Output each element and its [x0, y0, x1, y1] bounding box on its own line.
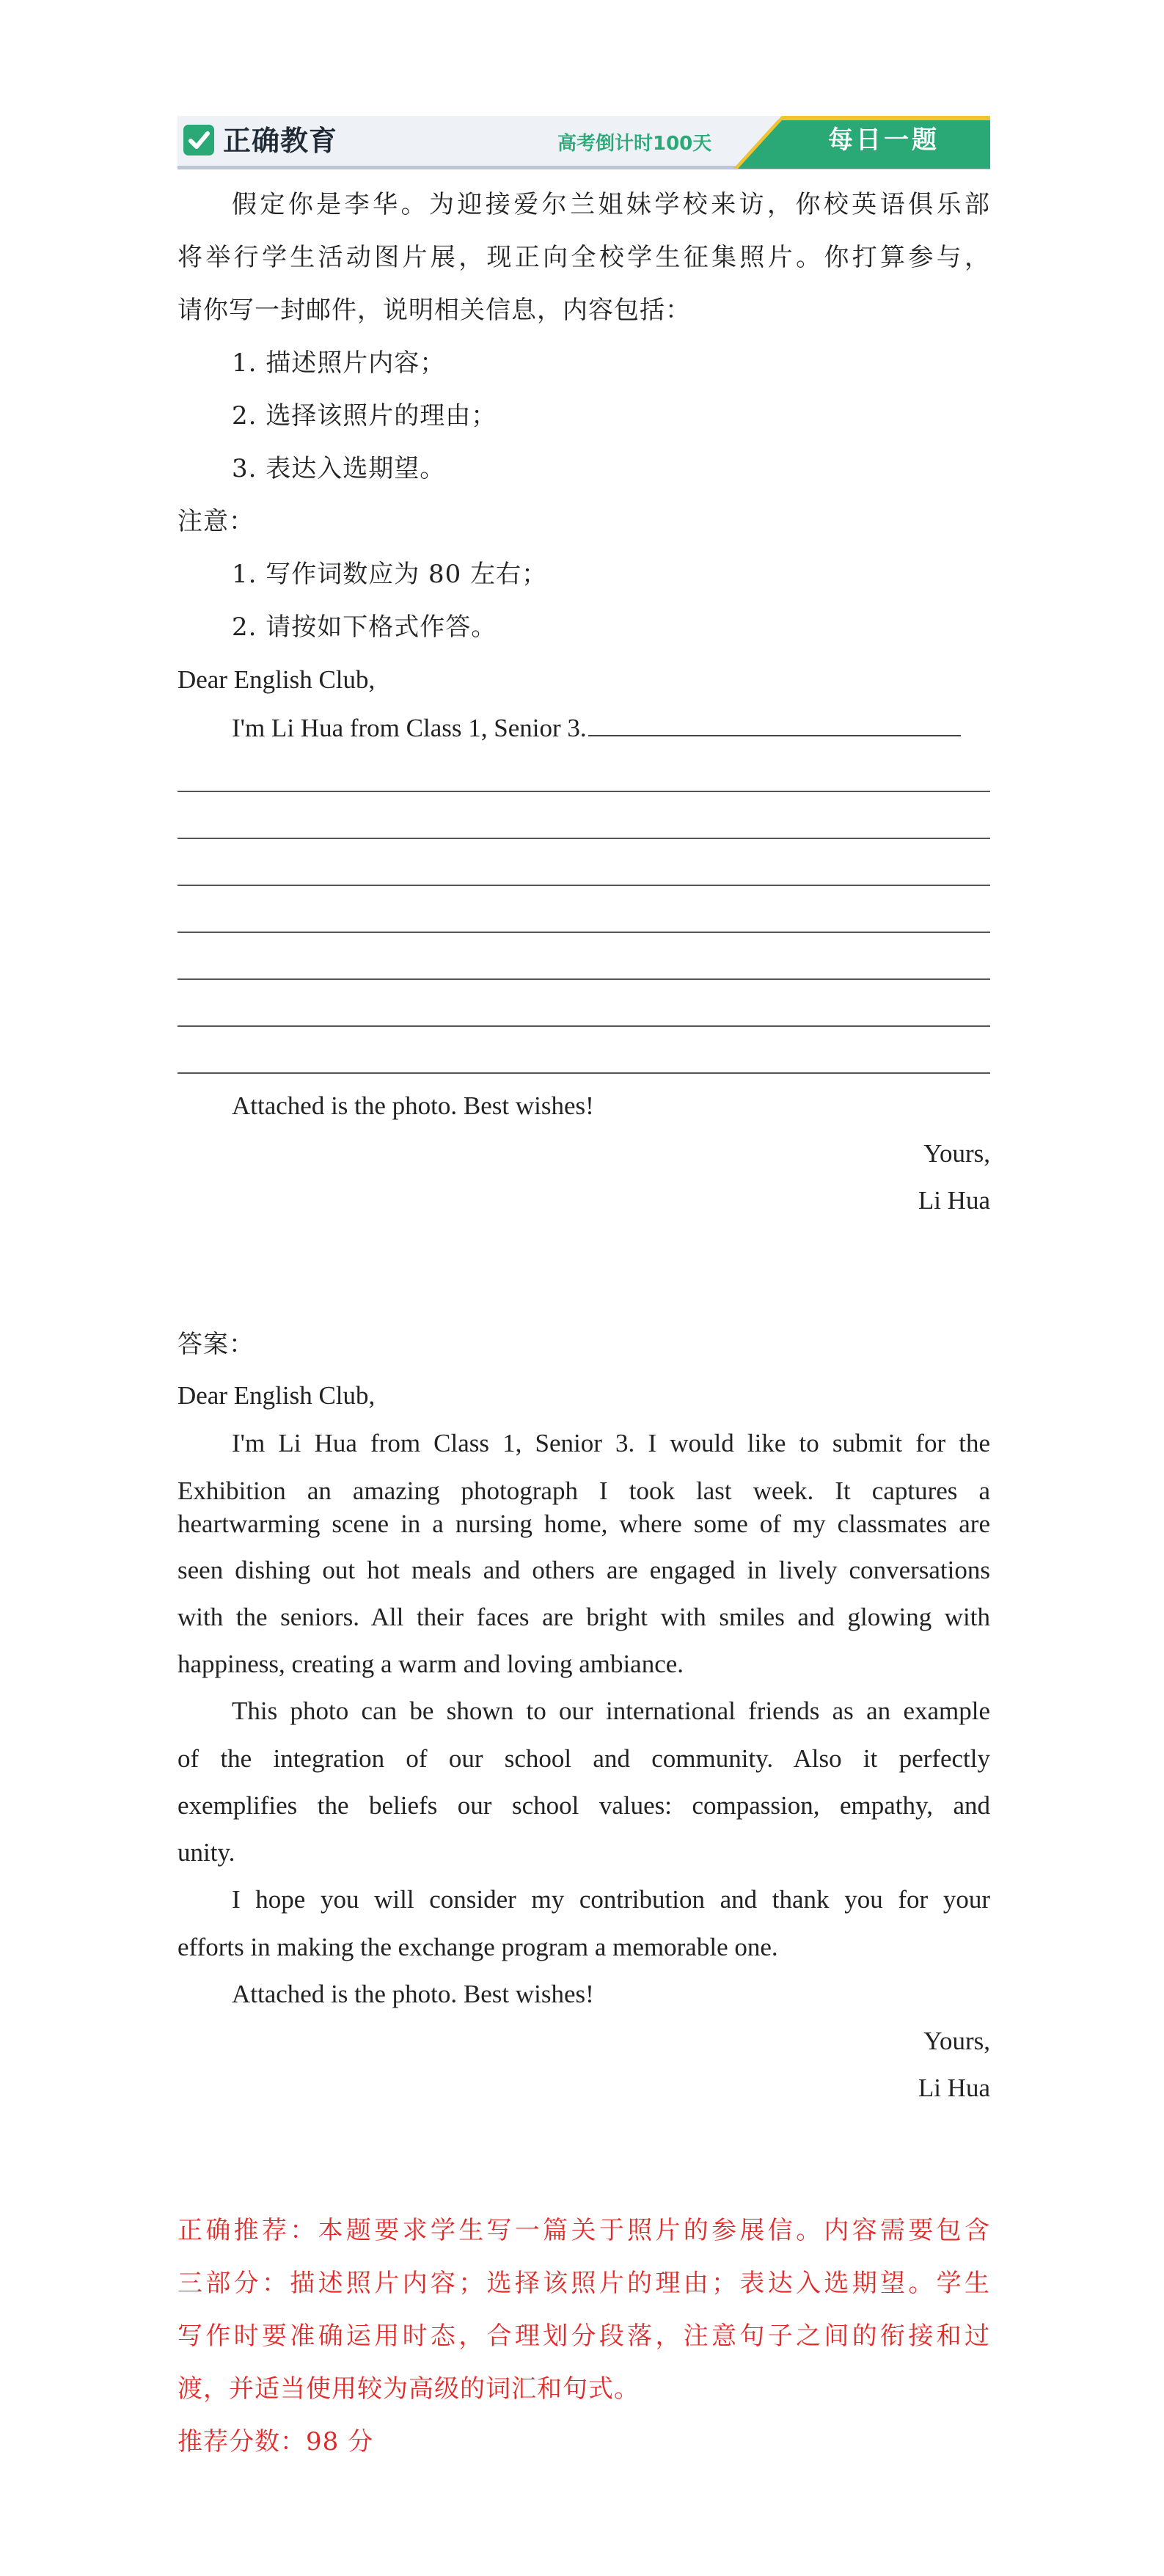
answer-line: exemplifies the beliefs our school values: compassion, empathy, and [177, 1791, 990, 1820]
answer-line: I hope you will consider my contribution and thank you for your [232, 1885, 990, 1914]
answer-line: of the integration of our school and community. Also it perfectly [177, 1744, 990, 1773]
answer-line: I'm Li Hua from Class 1, Senior 3. I would like to submit for the [232, 1429, 990, 1457]
writing-line [177, 791, 990, 792]
requirement-item: 1. 描述照片内容； [232, 348, 446, 378]
recommendation-line: 渡，并适当使用较为高级的词汇和句式。 [177, 2374, 640, 2404]
answer-line: Exhibition an amazing photograph I took last week. It captures a [177, 1477, 990, 1505]
template-salutation: Dear English Club, [177, 665, 376, 694]
recommendation-line: 三部分：描述照片内容；选择该照片的理由；表达入选期望。学生 [177, 2269, 990, 2298]
recommendation-line: 写作时要准确运用时态，合理划分段落，注意句子之间的衔接和过 [177, 2321, 990, 2351]
check-icon [183, 125, 214, 155]
answer-line: heartwarming scene in a nursing home, where some of my classmates are [177, 1510, 990, 1538]
notes-label: 注意： [177, 507, 255, 536]
writing-line [177, 1072, 990, 1074]
requirement-item: 2. 选择该照片的理由； [232, 401, 497, 431]
writing-line [177, 1025, 990, 1027]
writing-line [177, 885, 990, 886]
writing-line [177, 932, 990, 933]
prompt-line: 请你写一封邮件，说明相关信息，内容包括： [177, 296, 691, 325]
answer-name: Li Hua [918, 2074, 990, 2102]
daily-question-label: 每日一题 [828, 125, 940, 155]
recommended-score: 推荐分数：98 分 [177, 2427, 374, 2456]
template-opening: I'm Li Hua from Class 1, Senior 3. [232, 714, 587, 742]
writing-line [177, 838, 990, 839]
answer-label: 答案： [177, 1330, 255, 1359]
answer-salutation: Dear English Club, [177, 1381, 376, 1410]
prompt-line: 假定你是李华。为迎接爱尔兰姐妹学校来访，你校英语俱乐部 [232, 190, 990, 219]
answer-line: happiness, creating a warm and loving ambiance. [177, 1650, 684, 1678]
answer-line: with the seniors. All their faces are bright with smiles and glowing with [177, 1603, 990, 1631]
note-item: 2. 请按如下格式作答。 [232, 612, 497, 642]
recommendation-line: 正确推荐：本题要求学生写一篇关于照片的参展信。内容需要包含 [177, 2216, 990, 2245]
answer-line: efforts in making the exchange program a memorable one. [177, 1933, 778, 1961]
template-yours: Yours, [923, 1139, 990, 1168]
template-opening-row [232, 711, 990, 745]
template-closing: Attached is the photo. Best wishes! [232, 1091, 594, 1120]
answer-line: Attached is the photo. Best wishes! [232, 1980, 594, 2008]
brand-name: 正确教育 [223, 125, 338, 157]
answer-line: This photo can be shown to our international friends as an example [232, 1697, 990, 1725]
writing-line [177, 978, 990, 980]
note-item: 1. 写作词数应为 80 左右； [232, 560, 548, 589]
prompt-line: 将举行学生活动图片展，现正向全校学生征集照片。你打算参与， [177, 243, 990, 272]
requirement-item: 3. 表达入选期望。 [232, 454, 446, 483]
answer-yours: Yours, [923, 2027, 990, 2055]
answer-blank [588, 713, 961, 736]
countdown-label: 高考倒计时100天 [557, 133, 712, 155]
template-name: Li Hua [918, 1186, 990, 1215]
answer-line: seen dishing out hot meals and others are engaged in lively conversations [177, 1556, 990, 1584]
answer-line: unity. [177, 1838, 235, 1867]
